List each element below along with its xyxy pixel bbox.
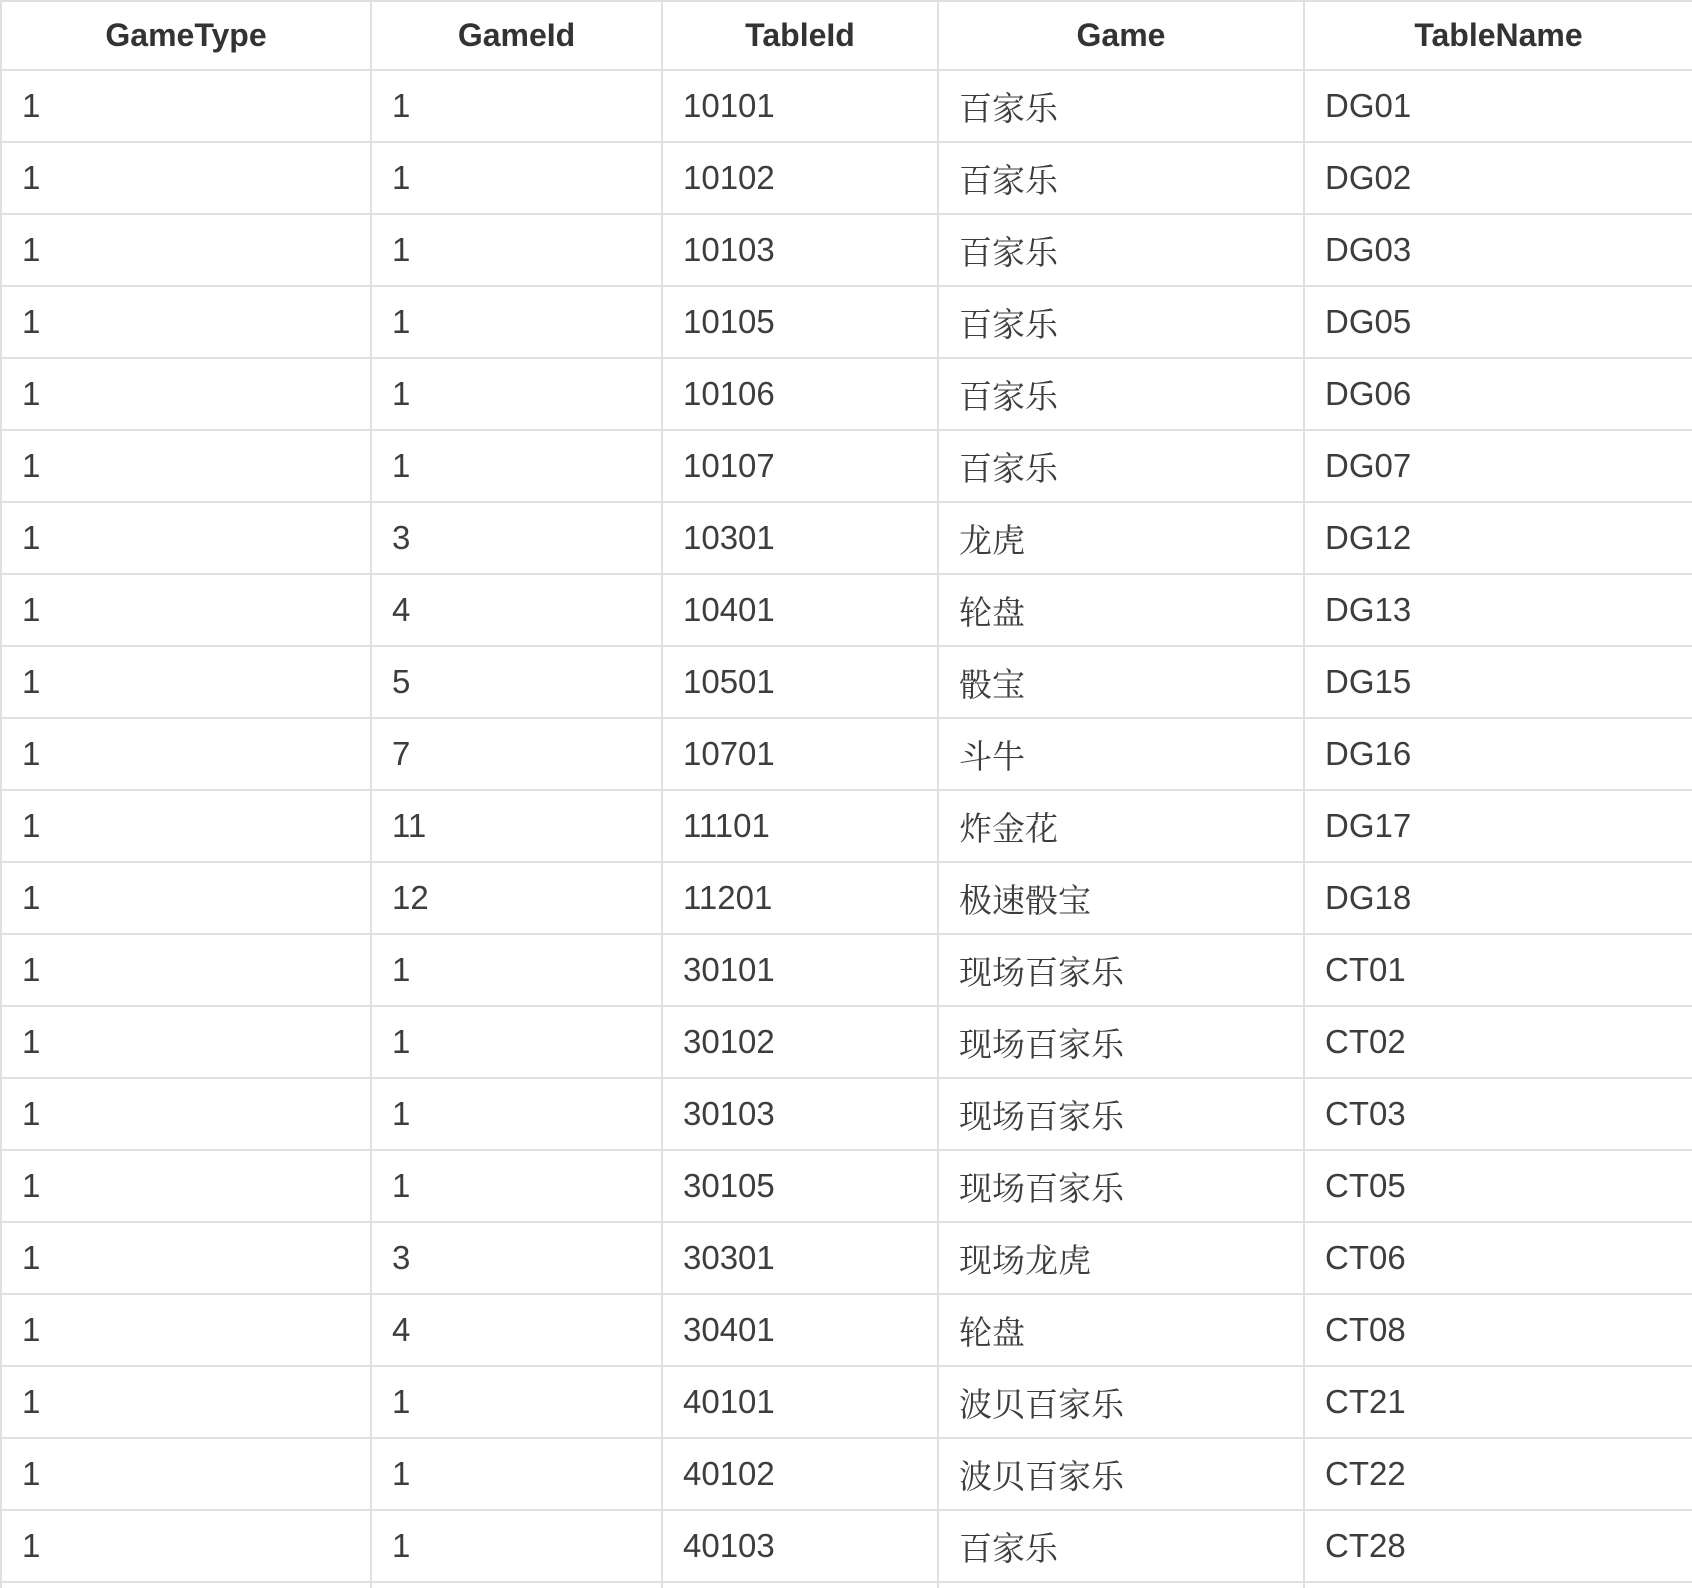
cell-gameid: 1 (371, 1510, 662, 1582)
cell-gameid: 5 (371, 646, 662, 718)
cell-tableid: 40101 (662, 1366, 938, 1438)
cell-tableid: 10105 (662, 286, 938, 358)
cell-tablename: DG16 (1304, 718, 1692, 790)
cell-tableid: 11201 (662, 862, 938, 934)
cell-tablename: DG01 (1304, 70, 1692, 142)
cell-tableid: 10701 (662, 718, 938, 790)
table-row (1, 142, 1692, 214)
table-row (1, 214, 1692, 286)
cell-game: 现场百家乐 (938, 1150, 1304, 1222)
cell-tableid: 10107 (662, 430, 938, 502)
cell-game: 骰宝 (938, 646, 1304, 718)
table-header (1, 1, 1692, 70)
cell-tablename: CT05 (1304, 1150, 1692, 1222)
cell-gameid: 1 (371, 1150, 662, 1222)
column-header-gameid: GameId (371, 1, 662, 70)
cell-tableid: 30105 (662, 1150, 938, 1222)
cell-tablename: DG03 (1304, 214, 1692, 286)
header-row (1, 1, 1692, 70)
table-row (1, 430, 1692, 502)
cell-game: 百家乐 (938, 70, 1304, 142)
cell-game: 现场百家乐 (938, 934, 1304, 1006)
cell-tablename: CT08 (1304, 1294, 1692, 1366)
cell-tableid: 40103 (662, 1510, 938, 1582)
cell-gameid: 1 (371, 70, 662, 142)
table-row (1, 286, 1692, 358)
cell-gametype: 1 (1, 358, 371, 430)
cell-tablename: DG18 (1304, 862, 1692, 934)
cell-tableid: 30101 (662, 934, 938, 1006)
cell-game: 龙虎 (938, 502, 1304, 574)
cell-gametype: 1 (1, 1438, 371, 1510)
table-row (1, 1366, 1692, 1438)
empty-cell (371, 1582, 662, 1588)
table-row (1, 718, 1692, 790)
cell-gametype: 1 (1, 1006, 371, 1078)
cell-gametype: 1 (1, 70, 371, 142)
cell-tablename: DG07 (1304, 430, 1692, 502)
cell-tablename: DG12 (1304, 502, 1692, 574)
table-body (1, 70, 1692, 1582)
cell-game: 百家乐 (938, 358, 1304, 430)
cell-tablename: DG15 (1304, 646, 1692, 718)
table-row (1, 934, 1692, 1006)
cell-game: 炸金花 (938, 790, 1304, 862)
cell-gameid: 1 (371, 142, 662, 214)
column-header-game: Game (938, 1, 1304, 70)
cell-tablename: CT03 (1304, 1078, 1692, 1150)
column-header-tableid: TableId (662, 1, 938, 70)
cell-gameid: 1 (371, 1438, 662, 1510)
cell-tablename: CT01 (1304, 934, 1692, 1006)
cell-gameid: 11 (371, 790, 662, 862)
table-row (1, 1510, 1692, 1582)
cell-tablename: DG02 (1304, 142, 1692, 214)
cell-tablename: CT06 (1304, 1222, 1692, 1294)
cell-tableid: 40102 (662, 1438, 938, 1510)
cell-gametype: 1 (1, 214, 371, 286)
cell-game: 斗牛 (938, 718, 1304, 790)
cell-gametype: 1 (1, 502, 371, 574)
table-row (1, 1006, 1692, 1078)
cell-gameid: 1 (371, 286, 662, 358)
cell-tablename: CT22 (1304, 1438, 1692, 1510)
empty-cell (662, 1582, 938, 1588)
cell-gameid: 7 (371, 718, 662, 790)
column-header-tablename: TableName (1304, 1, 1692, 70)
cell-game: 百家乐 (938, 1510, 1304, 1582)
table-row (1, 1150, 1692, 1222)
cell-gametype: 1 (1, 1366, 371, 1438)
cell-gameid: 3 (371, 1222, 662, 1294)
cell-game: 百家乐 (938, 142, 1304, 214)
cell-gameid: 1 (371, 214, 662, 286)
cell-gametype: 1 (1, 286, 371, 358)
cell-game: 极速骰宝 (938, 862, 1304, 934)
cell-gameid: 1 (371, 934, 662, 1006)
cell-tableid: 10301 (662, 502, 938, 574)
cell-game: 波贝百家乐 (938, 1366, 1304, 1438)
empty-cell (1, 1582, 371, 1588)
empty-cell (938, 1582, 1304, 1588)
cell-tableid: 10101 (662, 70, 938, 142)
cell-tablename: CT21 (1304, 1366, 1692, 1438)
cell-gametype: 1 (1, 142, 371, 214)
table-row (1, 646, 1692, 718)
cell-gameid: 1 (371, 430, 662, 502)
cell-gameid: 4 (371, 574, 662, 646)
table-row (1, 862, 1692, 934)
cell-tableid: 10401 (662, 574, 938, 646)
cell-tablename: DG06 (1304, 358, 1692, 430)
table-row (1, 358, 1692, 430)
empty-cell (1304, 1582, 1692, 1588)
table-row (1, 790, 1692, 862)
cell-game: 波贝百家乐 (938, 1438, 1304, 1510)
cell-game: 现场百家乐 (938, 1006, 1304, 1078)
cell-tableid: 30102 (662, 1006, 938, 1078)
cell-game: 轮盘 (938, 574, 1304, 646)
table-row (1, 70, 1692, 142)
cell-tableid: 10103 (662, 214, 938, 286)
table-row (1, 1438, 1692, 1510)
cell-gametype: 1 (1, 1510, 371, 1582)
cell-game: 百家乐 (938, 430, 1304, 502)
cell-gametype: 1 (1, 430, 371, 502)
cell-game: 轮盘 (938, 1294, 1304, 1366)
cell-gameid: 1 (371, 358, 662, 430)
cell-gameid: 4 (371, 1294, 662, 1366)
cell-tablename: DG17 (1304, 790, 1692, 862)
cell-tableid: 10106 (662, 358, 938, 430)
partial-row-container (1, 1582, 1692, 1588)
cell-tableid: 10102 (662, 142, 938, 214)
cell-gametype: 1 (1, 1078, 371, 1150)
cell-gametype: 1 (1, 646, 371, 718)
cell-tableid: 30401 (662, 1294, 938, 1366)
column-header-gametype: GameType (1, 1, 371, 70)
cell-tableid: 30103 (662, 1078, 938, 1150)
partial-row (1, 1582, 1692, 1588)
cell-gametype: 1 (1, 934, 371, 1006)
cell-gameid: 1 (371, 1006, 662, 1078)
cell-gametype: 1 (1, 1222, 371, 1294)
cell-gametype: 1 (1, 1150, 371, 1222)
cell-game: 百家乐 (938, 286, 1304, 358)
cell-game: 现场龙虎 (938, 1222, 1304, 1294)
cell-gametype: 1 (1, 790, 371, 862)
cell-gametype: 1 (1, 718, 371, 790)
table-row (1, 1294, 1692, 1366)
cell-gameid: 1 (371, 1078, 662, 1150)
cell-gametype: 1 (1, 1294, 371, 1366)
cell-gameid: 3 (371, 502, 662, 574)
cell-game: 百家乐 (938, 214, 1304, 286)
cell-gametype: 1 (1, 862, 371, 934)
cell-gameid: 12 (371, 862, 662, 934)
cell-tablename: DG05 (1304, 286, 1692, 358)
cell-tablename: CT02 (1304, 1006, 1692, 1078)
cell-tableid: 11101 (662, 790, 938, 862)
cell-gametype: 1 (1, 574, 371, 646)
table-row (1, 574, 1692, 646)
cell-tablename: DG13 (1304, 574, 1692, 646)
cell-tableid: 10501 (662, 646, 938, 718)
cell-game: 现场百家乐 (938, 1078, 1304, 1150)
table-row (1, 1078, 1692, 1150)
table-row (1, 502, 1692, 574)
cell-gameid: 1 (371, 1366, 662, 1438)
cell-tablename: CT28 (1304, 1510, 1692, 1582)
cell-tableid: 30301 (662, 1222, 938, 1294)
table-row (1, 1222, 1692, 1294)
